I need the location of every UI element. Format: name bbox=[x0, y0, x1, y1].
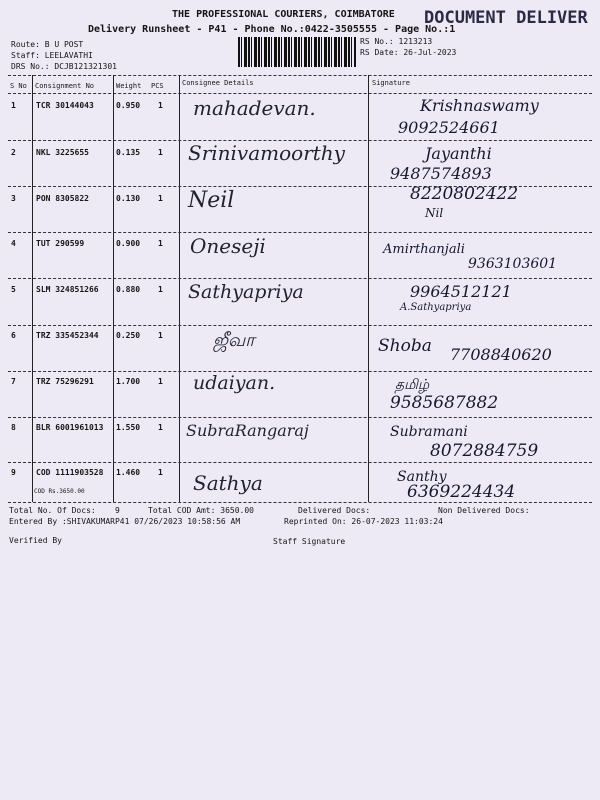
row-consignment: SLM 324851266 bbox=[36, 285, 99, 294]
header-bottom-rule bbox=[8, 93, 592, 94]
row-separator bbox=[8, 371, 592, 372]
row-weight: 0.900 bbox=[116, 239, 141, 248]
row-weight: 0.250 bbox=[116, 331, 141, 340]
row-signature-phone: 9487574893 bbox=[390, 164, 492, 183]
row-consignee: Neil bbox=[188, 188, 235, 213]
row-signature-phone: 6369224434 bbox=[407, 482, 516, 502]
row-signature-name: Shoba bbox=[378, 336, 432, 356]
delivered-docs: Delivered Docs: bbox=[298, 506, 371, 515]
row-sno: 9 bbox=[11, 468, 16, 477]
row-consignee: mahadevan. bbox=[193, 96, 316, 120]
row-signature-name: Nil bbox=[425, 206, 444, 220]
row-signature-phone: 8072884759 bbox=[430, 441, 539, 461]
entered-by: Entered By :SHIVAKUMARP41 07/26/2023 10:58:56 AM bbox=[9, 517, 241, 526]
rs-date: RS Date: 26-Jul-2023 bbox=[360, 48, 457, 57]
row-signature-name: தமிழ் bbox=[395, 377, 430, 393]
row-pcs: 1 bbox=[158, 377, 163, 386]
row-signature-phone: 8220802422 bbox=[410, 184, 519, 204]
row-weight: 0.950 bbox=[116, 101, 141, 110]
row-pcs: 1 bbox=[158, 331, 163, 340]
row-consignee: ஜீவா bbox=[213, 330, 255, 351]
col-header-sno: S No bbox=[10, 82, 27, 90]
row-signature-phone: 9964512121 bbox=[410, 282, 512, 301]
staff: Staff: LEELAVATHI bbox=[11, 51, 93, 60]
route: Route: B U POST bbox=[11, 40, 84, 49]
runsheet-line: Delivery Runsheet - P41 - Phone No.:0422-3505555 - Page No.:1 bbox=[88, 24, 456, 35]
total-cod: Total COD Amt: 3650.00 bbox=[148, 506, 254, 515]
total-docs: Total No. Of Docs: 9 bbox=[9, 506, 120, 515]
row-separator bbox=[8, 278, 592, 279]
row-signature-phone: 7708840620 bbox=[450, 345, 552, 364]
row-consignment: NKL 3225655 bbox=[36, 148, 89, 157]
row-consignment: COD 1111903528 bbox=[36, 468, 104, 477]
row-signature-name: Santhy bbox=[397, 469, 447, 485]
row-sno: 5 bbox=[11, 285, 16, 294]
row-pcs: 1 bbox=[158, 239, 163, 248]
row-weight: 1.700 bbox=[116, 377, 141, 386]
row-pcs: 1 bbox=[158, 285, 163, 294]
row-signature-name: Subramani bbox=[390, 424, 468, 440]
row-pcs: 1 bbox=[158, 148, 163, 157]
row-sno: 3 bbox=[11, 194, 16, 203]
row-signature-name: Amirthanjali bbox=[383, 242, 465, 257]
row-pcs: 1 bbox=[158, 468, 163, 477]
row-sno: 2 bbox=[11, 148, 16, 157]
row-weight: 1.460 bbox=[116, 468, 141, 477]
row-separator bbox=[8, 325, 592, 326]
row-consignee: Sathya bbox=[193, 471, 263, 495]
col-header-weight: Weight bbox=[116, 82, 142, 90]
row-weight: 0.880 bbox=[116, 285, 141, 294]
row-signature-phone: 9585687882 bbox=[390, 393, 499, 413]
col-header-signature: Signature bbox=[372, 79, 410, 87]
cod-amount: COD Rs.3650.00 bbox=[34, 488, 85, 495]
row-weight: 0.135 bbox=[116, 148, 141, 157]
verified-by: Verified By bbox=[9, 536, 62, 545]
rs-number: RS No.: 1213213 bbox=[360, 37, 433, 46]
row-consignee: Oneseji bbox=[190, 234, 266, 258]
row-consignee: SubraRangaraj bbox=[186, 421, 309, 440]
row-consignment: TRZ 75296291 bbox=[36, 377, 94, 386]
document-delivery-stamp: DOCUMENT DELIVER bbox=[424, 8, 588, 28]
row-pcs: 1 bbox=[158, 194, 163, 203]
row-sno: 1 bbox=[11, 101, 16, 110]
col-header-consignment: Consignment No bbox=[35, 82, 95, 90]
row-consignment: PON 8305822 bbox=[36, 194, 89, 203]
row-pcs: 1 bbox=[158, 101, 163, 110]
row-consignee: udaiyan. bbox=[193, 372, 276, 394]
row-consignee: Sathyapriya bbox=[188, 281, 304, 303]
row-sno: 8 bbox=[11, 423, 16, 432]
company-line: THE PROFESSIONAL COURIERS, COIMBATORE bbox=[172, 9, 395, 20]
row-signature-phone: 9363103601 bbox=[468, 256, 558, 272]
col-header-consignee: Consignee Details bbox=[182, 79, 254, 87]
barcode bbox=[238, 37, 356, 67]
row-consignment: TUT 290599 bbox=[36, 239, 85, 248]
reprinted-on: Reprinted On: 26-07-2023 11:03:24 bbox=[284, 517, 443, 526]
row-pcs: 1 bbox=[158, 423, 163, 432]
row-weight: 0.130 bbox=[116, 194, 141, 203]
non-delivered-docs: Non Delivered Docs: bbox=[438, 506, 530, 515]
row-separator bbox=[8, 232, 592, 233]
row-consignee: Srinivamoorthy bbox=[188, 141, 345, 165]
row-signature-phone: 9092524661 bbox=[398, 118, 500, 137]
table-top-rule bbox=[8, 75, 592, 76]
row-consignment: TRZ 335452344 bbox=[36, 331, 99, 340]
staff-signature-label: Staff Signature bbox=[273, 537, 346, 546]
row-sno: 6 bbox=[11, 331, 16, 340]
row-signature-name: Jayanthi bbox=[425, 144, 492, 163]
col-header-pcs: PCS bbox=[151, 82, 164, 90]
drs-number: DRS No.: DCJB121321301 bbox=[11, 62, 117, 71]
row-signature-name: Krishnaswamy bbox=[420, 96, 539, 115]
row-weight: 1.550 bbox=[116, 423, 141, 432]
row-signature-name: A.Sathyapriya bbox=[400, 302, 472, 313]
row-sno: 4 bbox=[11, 239, 16, 248]
row-sno: 7 bbox=[11, 377, 16, 386]
row-separator bbox=[8, 417, 592, 418]
table-bottom-rule bbox=[8, 502, 592, 503]
row-consignment: BLR 6001961013 bbox=[36, 423, 104, 432]
row-consignment: TCR 30144043 bbox=[36, 101, 94, 110]
row-separator bbox=[8, 462, 592, 463]
